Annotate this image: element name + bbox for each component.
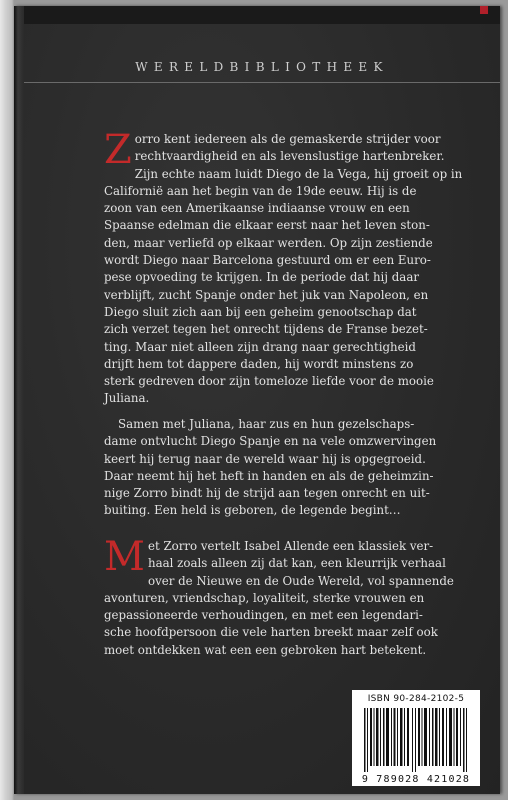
paragraph-1 (104, 127, 478, 408)
top-edge (24, 6, 500, 24)
text-line: Zijn echte naam luidt Diego de la Vega, hij groeit op in (134, 166, 463, 181)
barcode-icon (362, 708, 470, 772)
text-line: over de Nieuwe en de Oude Wereld, vol spannende (147, 573, 454, 588)
text-line: verblijft, zucht Spanje onder het juk van Napoleon, en (104, 287, 429, 302)
text-line: Samen met Juliana, haar zus en hun gezelschaps- (118, 417, 415, 431)
dropcap-2: M (104, 534, 145, 580)
text-line: Spaanse edelman die elkaar eerst naar het leven ston- (104, 218, 430, 233)
text-line: wordt Diego naar Barcelona gestuurd om er een Euro- (104, 253, 431, 268)
text-line: pese opvoeding te krijgen. In de periode dat hij daar (104, 270, 419, 285)
series-title: WERELDBIBLIOTHEEK (135, 60, 389, 74)
text-line: haal zoals alleen zij dat kan, een kleurrijk verhaal (147, 556, 446, 571)
text-line: zoon van een Amerikaanse indiaanse vrouw en een (104, 201, 410, 216)
text-line: Diego sluit zich aan bij een geheim genootschap dat (104, 304, 417, 319)
text-line: den, maar verliefd op elkaar werden. Op zijn zestiende (104, 235, 433, 250)
text-line: ting. Maar niet alleen zijn drang naar gerechtigheid (104, 339, 416, 354)
text-line: keert hij terug naar de wereld waar hij is opgegroeid. (104, 451, 426, 466)
paragraph-2 (104, 416, 478, 520)
paragraph-3 (104, 534, 478, 659)
text-line: dame ontvlucht Diego Spanje en na vele omzwervingen (104, 434, 437, 449)
text-line: Daar neemt hij het heft in handen en als de geheimzin- (104, 468, 434, 483)
text-line: moet ontdekken wat een een gebroken hart betekent. (104, 642, 427, 657)
text-line: et Zorro vertelt Isabel Allende een klassiek ver- (147, 539, 434, 553)
bookmark-ribbon (480, 6, 488, 14)
isbn-text: ISBN 90-284-2102-5 (367, 694, 465, 704)
dropcap-1: Z (104, 127, 132, 173)
text-line: Juliana. (104, 391, 150, 406)
header-rule (24, 82, 500, 83)
text-line: avonturen, vriendschap, loyaliteit, sterke vrouwen en (104, 590, 425, 605)
text-line: orro kent iedereen als de gemaskerde strijder voor (134, 132, 441, 146)
text-line: zich verzet tegen het onrecht tijdens de Franse bezet- (104, 322, 428, 337)
spine-edge (14, 6, 24, 794)
text-line: Californië aan het begin van de 19de eeuw. Hij is de (104, 183, 417, 198)
text-line: gepassioneerde verhoudingen, en met een legendari- (104, 608, 423, 623)
ean-number: 9 789028 421028 (361, 774, 471, 785)
text-line: sterk gedreven door zijn tomeloze liefde voor de mooie (104, 374, 434, 389)
text-line: rechtvaardigheid en als levenslustige hartenbreker. (134, 149, 445, 164)
text-line: nige Zorro bindt hij de strijd aan tegen onrecht en uit- (104, 486, 430, 501)
text-line: sche hoofdpersoon die vele harten breekt maar zelf ook (104, 625, 438, 640)
text-line: buiting. Een held is geboren, de legende begint… (104, 503, 401, 518)
text-line: drijft hem tot dappere daden, hij wordt minstens zo (104, 356, 414, 371)
